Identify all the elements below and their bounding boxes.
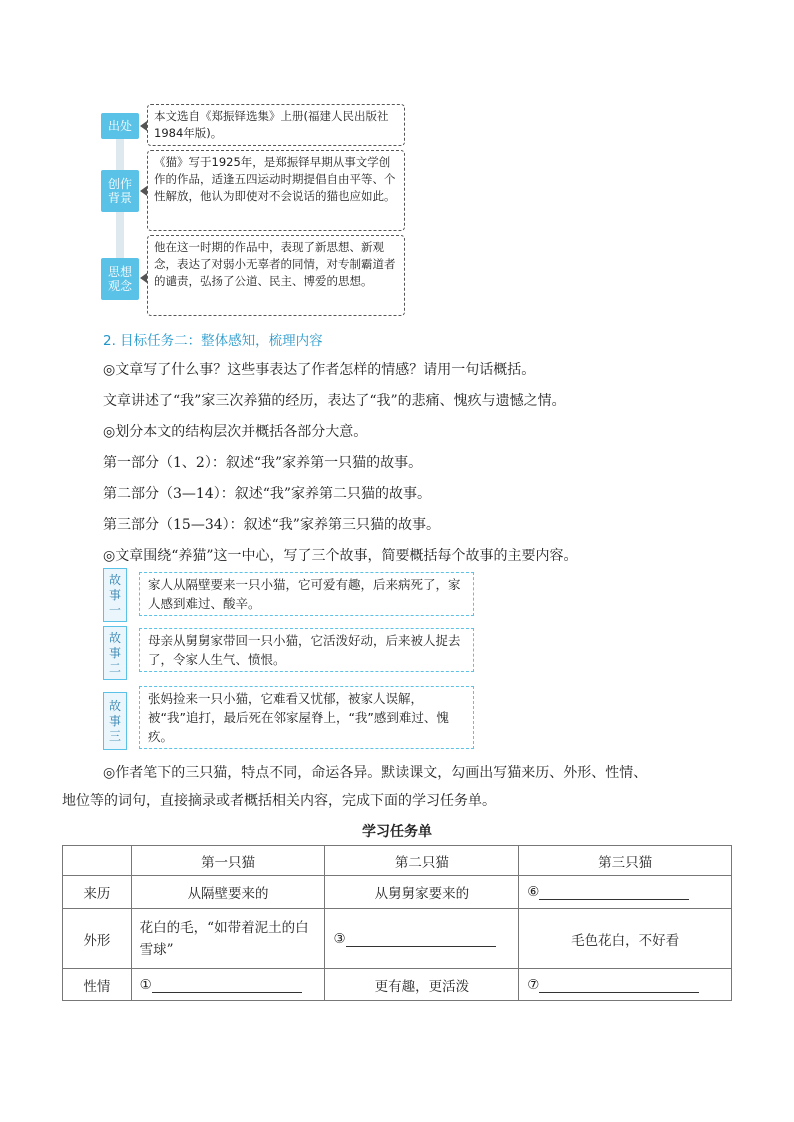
table-header: 第三只猫 [519,846,732,876]
paragraph: 地位等的词句，直接摘录或者概括相关内容，完成下面的学习任务单。 [62,793,496,809]
paragraph: ◎文章写了什么事？这些事表达了作者怎样的情感？请用一句话概括。 [103,362,536,378]
story-box: 张妈捡来一只小猫，它难看又忧郁，被家人误解，被“我”追打，最后死在邻家屋脊上，“我”感到难过、愧疚。 [139,686,474,749]
table-header: 第一只猫 [131,846,325,876]
paragraph: 第三部分（15—34）：叙述“我”家养第三只猫的故事。 [103,517,440,533]
answer-blank[interactable] [152,992,302,993]
tag-source: 出处 [101,113,139,139]
arrow-icon [140,273,147,283]
tag-thought: 思想观念 [101,258,139,300]
story-box: 母亲从舅舅家带回一只小猫，它活泼好动，后来被人捉去了，令家人生气、愤恨。 [139,628,474,672]
table-cell: 毛色花白，不好看 [519,909,732,969]
paragraph: 第一部分（1、2）：叙述“我”家养第一只猫的故事。 [103,455,423,471]
arrow-icon [140,186,147,196]
arrow-icon [140,121,147,131]
table-cell: 更有趣，更活泼 [325,969,519,1001]
table-cell: 花白的毛，“如带着泥土的白雪球” [131,909,325,969]
paragraph: ◎文章围绕“养猫”这一中心，写了三个故事，简要概括每个故事的主要内容。 [103,548,578,564]
story-tag: 故事二 [103,626,127,680]
tag-background: 创作背景 [101,170,139,212]
table-cell[interactable] [325,909,519,969]
table-cell[interactable] [131,969,325,1001]
row-label: 来历 [63,876,132,909]
answer-number: ① [139,976,152,993]
info-box-background: 《猫》写于1925年，是郑振铎早期从事文学创作的作品，适逢五四运动时期提倡自由平等、个性解放，他认为即使对不会说话的猫也应如此。 [147,150,405,231]
row-label: 外形 [63,909,132,969]
table-title: 学习任务单 [362,824,432,840]
answer-number: ⑦ [527,976,540,993]
answer-blank[interactable] [346,946,496,947]
table-cell[interactable] [519,876,732,909]
table-row [63,909,732,969]
paragraph: 第二部分（3—14）：叙述“我”家养第二只猫的故事。 [103,486,432,502]
info-box-thought: 他在这一时期的作品中，表现了新思想、新观念，表达了对弱小无辜者的同情，对专制霸道者的谴责，弘扬了公道、民主、博爱的思想。 [147,235,405,316]
story-tag: 故事一 [103,568,127,622]
story-box: 家人从隔壁要来一只小猫，它可爱有趣，后来病死了，家人感到难过、酸辛。 [139,572,474,616]
info-box-source: 本文选自《郑振铎选集》上册(福建人民出版社1984年版)。 [147,104,405,146]
answer-number: ③ [333,930,346,947]
task2-heading: 2. 目标任务二：整体感知，梳理内容 [103,333,323,349]
answer-blank[interactable] [539,899,689,900]
table-header [63,846,132,876]
paragraph: ◎作者笔下的三只猫，特点不同，命运各异。默读课文，勾画出写猫来历、外形、性情、 [103,765,648,781]
table-row [63,969,732,1001]
row-label: 性情 [63,969,132,1001]
task-table [62,845,732,1001]
table-cell[interactable] [519,969,732,1001]
answer-blank[interactable] [539,992,699,993]
table-cell: 从隔壁要来的 [131,876,325,909]
paragraph: 文章讲述了“我”家三次养猫的经历，表达了“我”的悲痛、愧疚与遗憾之情。 [103,393,566,409]
table-row [63,876,732,909]
paragraph: ◎划分本文的结构层次并概括各部分大意。 [103,424,368,440]
table-header-row [63,846,732,876]
table-header: 第二只猫 [325,846,519,876]
answer-number: ⑥ [527,884,540,900]
story-tag: 故事三 [103,692,127,750]
table-cell: 从舅舅家要来的 [325,876,519,909]
